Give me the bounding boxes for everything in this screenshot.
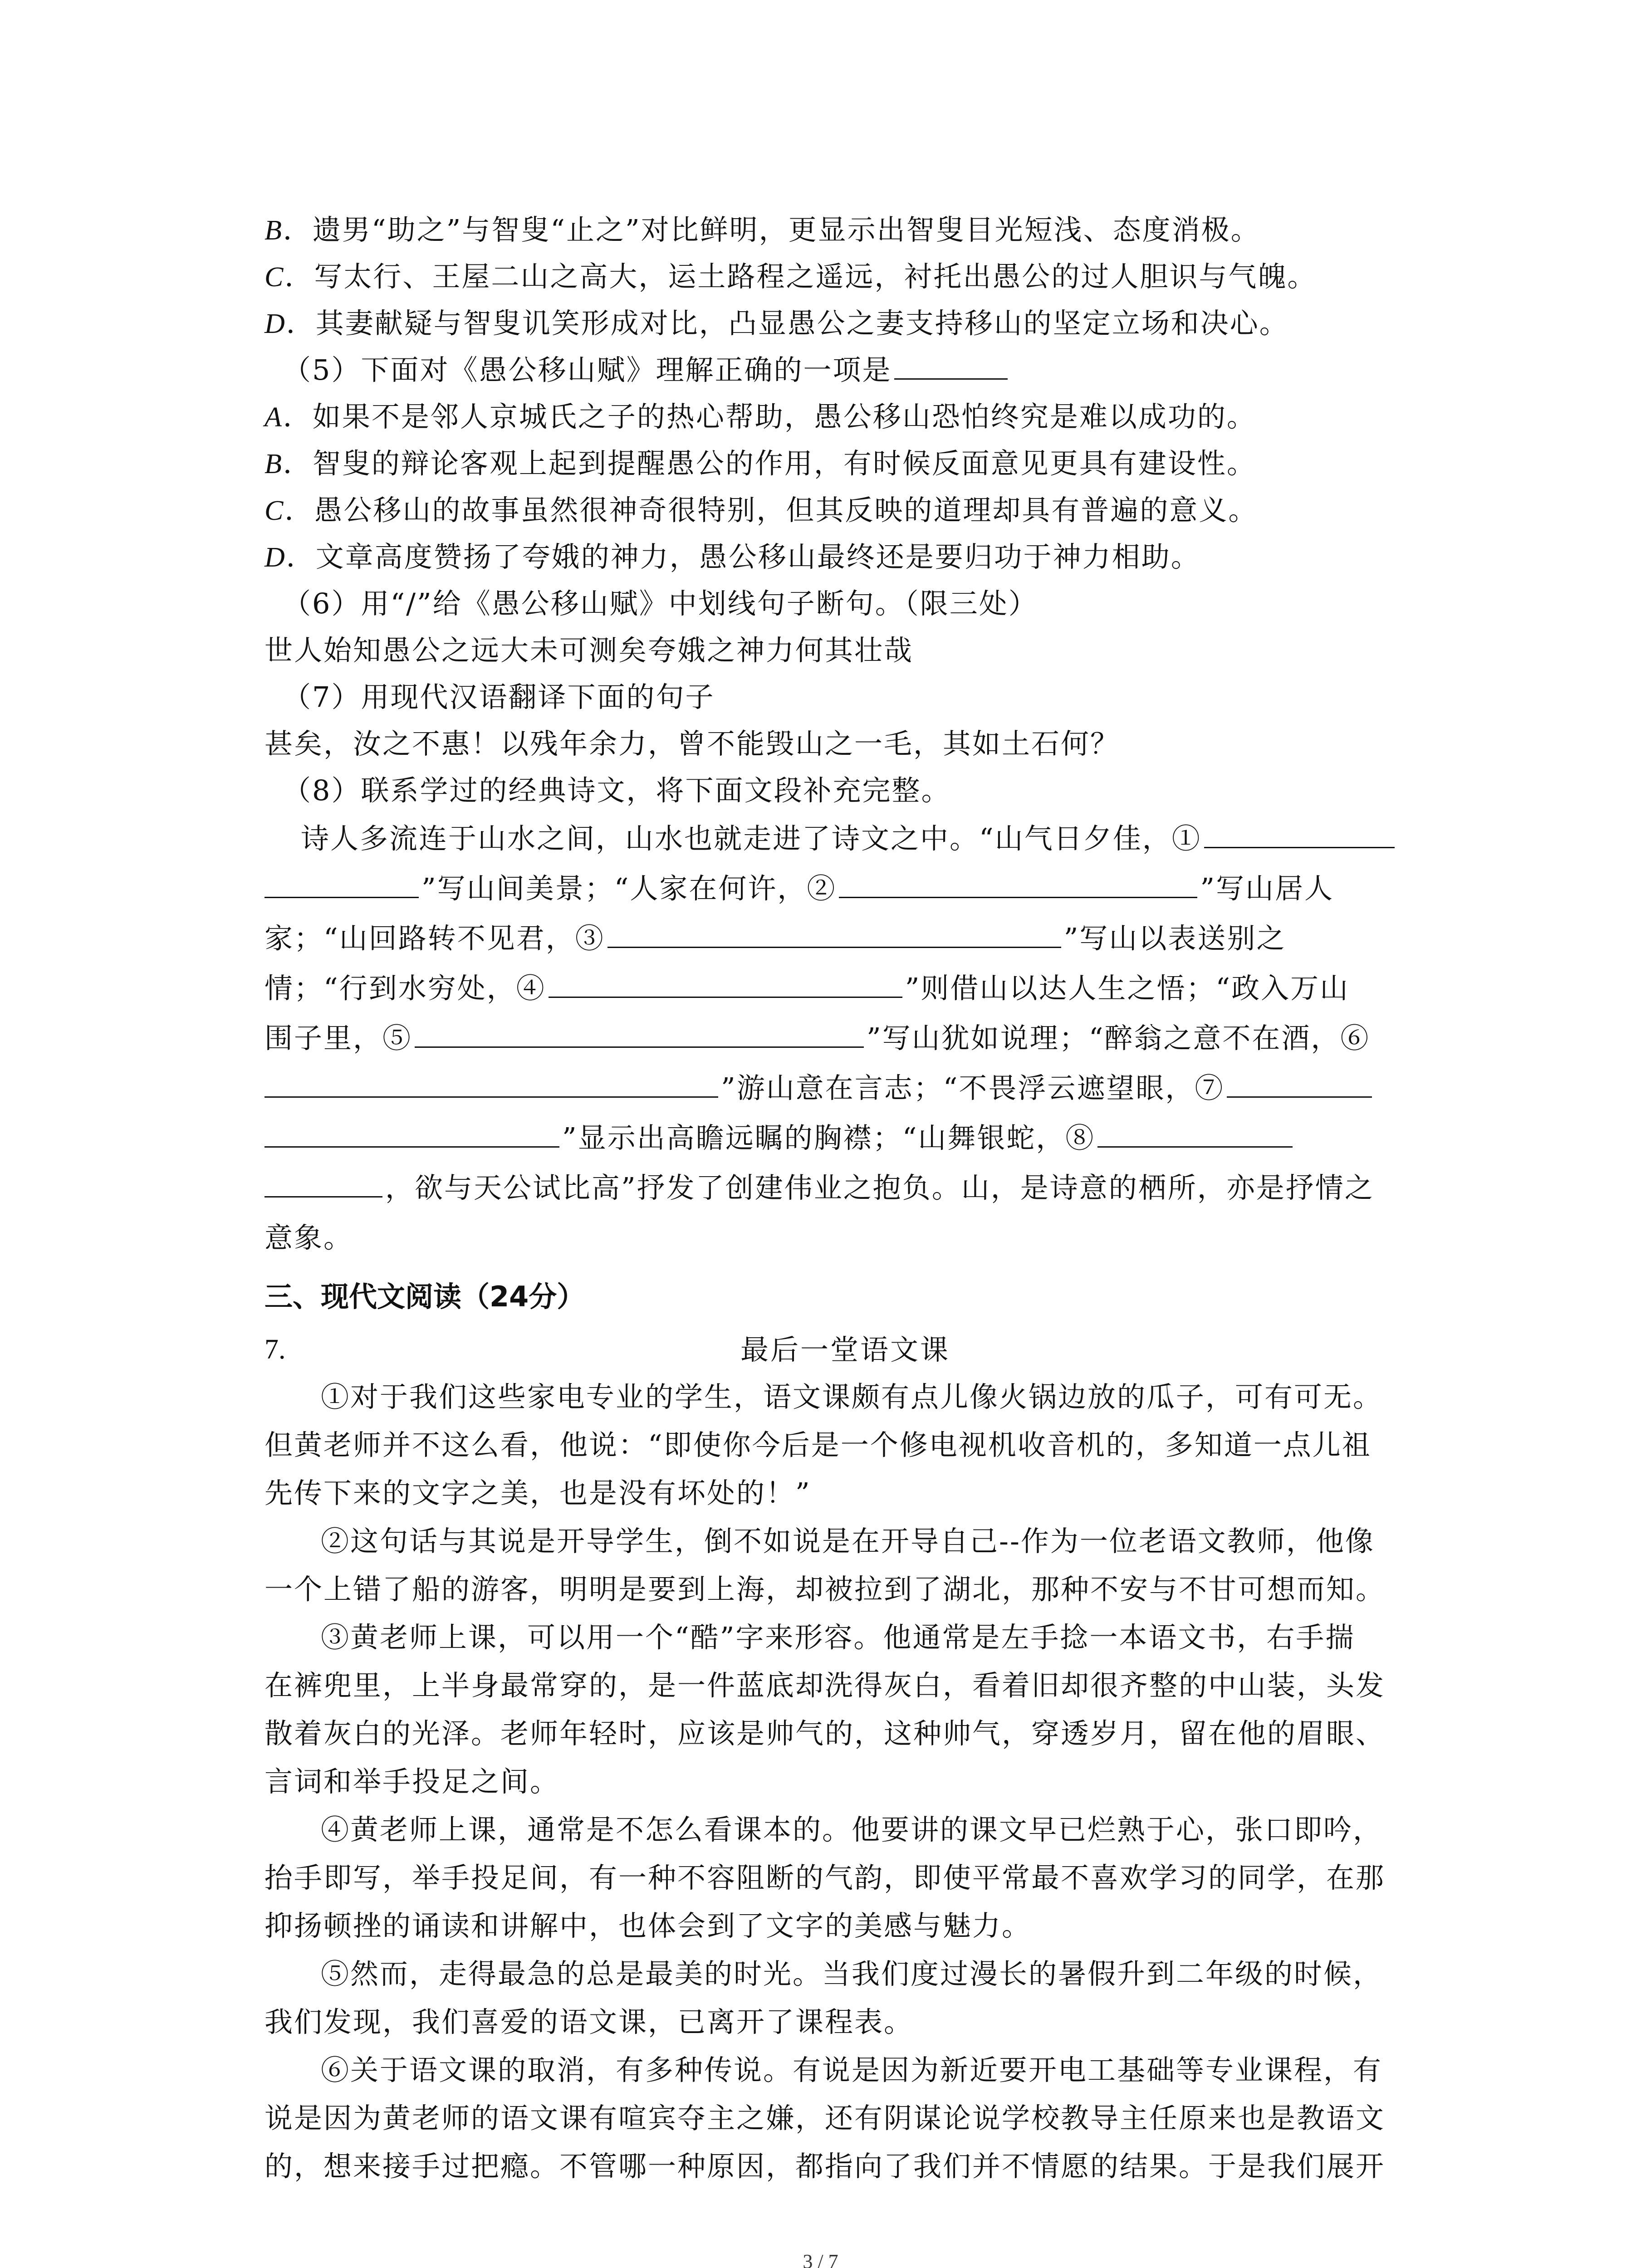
option-text: ．写太行、王屋二山之高大，运土路程之遥远，衬托出愚公的过人胆识与气魄。 bbox=[284, 260, 1317, 293]
answer-blank-7[interactable] bbox=[1227, 1071, 1372, 1098]
question-5 bbox=[265, 347, 1426, 580]
option-b bbox=[265, 206, 1426, 253]
text-line: 抬手即写，举手投足间，有一种不容阻断的气韵，即使平常最不喜欢学习的同学，在那 bbox=[265, 1861, 1386, 1894]
fill-line-7 bbox=[265, 1113, 1426, 1163]
page-content bbox=[265, 206, 1426, 2190]
fill-line-3 bbox=[265, 914, 1426, 963]
text-line: 说是因为黄老师的语文课有喧宾夺主之嫌，还有阴谋论说学校教导主任原来也是教语文 bbox=[265, 2102, 1386, 2135]
text-line: 先传下来的文字之美，也是没有坏处的！” bbox=[265, 1476, 811, 1510]
fill-text: ”游山意在言志；“不畏浮云遮望眼，⑦ bbox=[721, 1071, 1225, 1105]
option-text: ．智叟的辩论客观上起到提醒愚公的作用，有时候反面意见更具有建设性。 bbox=[283, 447, 1256, 480]
question-5-stem bbox=[265, 347, 1426, 393]
fill-line-4 bbox=[265, 963, 1426, 1013]
option-letter: C bbox=[265, 495, 285, 526]
fill-text: 围子里，⑤ bbox=[265, 1022, 412, 1055]
text-line: 散着灰白的光泽。老师年轻时，应该是帅气的，这种帅气，穿透岁月，留在他的眉眼、 bbox=[265, 1717, 1386, 1750]
fill-text: 诗人多流连于山水之间，山水也就走进了诗文之中。“山气日夕佳，① bbox=[301, 822, 1201, 855]
paragraph-2 bbox=[265, 1517, 1426, 1613]
q5-option-b bbox=[265, 440, 1426, 487]
option-letter: B bbox=[265, 449, 283, 479]
fill-text: ”写山间美景；“人家在何许，② bbox=[421, 872, 837, 905]
text-line: ①对于我们这些家电专业的学生，语文课颇有点儿像火锅边放的瓜子，可有可无。 bbox=[321, 1380, 1383, 1413]
option-text: ．遗男“助之”与智叟“止之”对比鲜明，更显示出智叟目光短浅、态度消极。 bbox=[283, 213, 1260, 246]
fill-line-9: 意象。 bbox=[265, 1221, 353, 1254]
question-7 bbox=[265, 674, 1426, 767]
text-line: 抑扬顿挫的诵读和讲解中，也体会到了文字的美感与魅力。 bbox=[265, 1909, 1032, 1942]
option-c bbox=[265, 253, 1426, 300]
paragraph-5 bbox=[265, 1950, 1426, 2046]
question-6 bbox=[265, 580, 1426, 674]
q5-option-a bbox=[265, 393, 1426, 440]
answer-blank-8[interactable] bbox=[1097, 1121, 1293, 1148]
answer-blank-3[interactable] bbox=[607, 921, 1061, 948]
passage-title-row bbox=[265, 1326, 1426, 1373]
passage-title: 最后一堂语文课 bbox=[740, 1333, 950, 1366]
option-d bbox=[265, 300, 1426, 347]
question-number: 7. bbox=[265, 1334, 286, 1365]
option-text: ．文章高度赞扬了夸娥的神力，愚公移山最终还是要归功于神力相助。 bbox=[286, 540, 1200, 573]
q4-options bbox=[265, 206, 1426, 347]
option-text: ．如果不是邻人京城氏之子的热心帮助，愚公移山恐怕终究是难以成功的。 bbox=[283, 400, 1256, 433]
q5-option-d bbox=[265, 533, 1426, 580]
question-7-sentence: 甚矣，汝之不惠！以残年余力，曾不能毁山之一毛，其如土石何？ bbox=[265, 727, 1120, 760]
section-heading: 三、现代文阅读（24分） bbox=[265, 1280, 585, 1313]
option-letter: B bbox=[265, 215, 283, 246]
text-line: 我们发现，我们喜爱的语文课，已离开了课程表。 bbox=[265, 2005, 914, 2038]
question-6-stem: （6）用“/”给《愚公移山赋》中划线句子断句。（限三处） bbox=[283, 587, 1038, 620]
question-8-stem: （8）联系学过的经典诗文，将下面文段补充完整。 bbox=[283, 774, 951, 807]
option-letter: C bbox=[265, 262, 285, 293]
text-line: 的，想来接手过把瘾。不管哪一种原因，都指向了我们并不情愿的结果。于是我们展开 bbox=[265, 2150, 1386, 2183]
answer-blank[interactable] bbox=[894, 353, 1008, 380]
fill-line-8 bbox=[265, 1163, 1426, 1213]
question-6-sentence: 世人始知愚公之远大未可测矣夸娥之神力何其壮哉 bbox=[265, 634, 914, 667]
text-line: 在裤兜里，上半身最常穿的，是一件蓝底却洗得灰白，看着旧却很齐整的中山装，头发 bbox=[265, 1669, 1386, 1702]
answer-blank-1[interactable] bbox=[1204, 821, 1395, 848]
paragraph-6 bbox=[265, 2046, 1426, 2190]
fill-text: ”写山以表送别之 bbox=[1063, 922, 1286, 955]
text-line: ⑥关于语文课的取消，有多种传说。有说是因为新近要开电工基础等专业课程，有 bbox=[321, 2053, 1383, 2087]
text-line: 言词和举手投足之间。 bbox=[265, 1765, 560, 1798]
paragraph-1 bbox=[265, 1373, 1426, 1517]
text-line: ②这句话与其说是开导学生，倒不如说是在开导自己--作为一位老语文教师，他像 bbox=[321, 1525, 1375, 1558]
fill-text: ”写山犹如说理；“醉翁之意不在酒，⑥ bbox=[867, 1022, 1370, 1055]
fill-text: ，欲与天公试比高”抒发了创建伟业之抱负。山，是诗意的栖所，亦是抒情之 bbox=[385, 1171, 1374, 1204]
fill-text: 情；“行到水穷处，④ bbox=[265, 972, 546, 1005]
answer-blank-7b[interactable] bbox=[265, 1121, 559, 1148]
fill-text: ”写山居人 bbox=[1200, 872, 1334, 905]
fill-line-2 bbox=[265, 864, 1426, 914]
option-text: ．愚公移山的故事虽然很神奇很特别，但其反映的道理却具有普遍的意义。 bbox=[284, 494, 1258, 527]
answer-blank-8b[interactable] bbox=[265, 1171, 382, 1198]
paragraph-4 bbox=[265, 1806, 1426, 1950]
text-line: 一个上错了船的游客，明明是要到上海，却被拉到了湖北，那种不安与不甘可想而知。 bbox=[265, 1573, 1386, 1606]
fill-line-5 bbox=[265, 1013, 1426, 1063]
text-line: ③黄老师上课，可以用一个“酷”字来形容。他通常是左手捻一本语文书，右手揣 bbox=[321, 1621, 1355, 1654]
question-7-stem: （7）用现代汉语翻译下面的句子 bbox=[283, 680, 715, 714]
answer-blank-2[interactable] bbox=[839, 871, 1197, 898]
text-line: ⑤然而，走得最急的总是最美的时光。当我们度过漫长的暑假升到二年级的时候， bbox=[321, 1957, 1383, 1990]
text-line: ④黄老师上课，通常是不怎么看课本的。他要讲的课文早已烂熟于心，张口即吟， bbox=[321, 1813, 1383, 1846]
option-text: ．其妻献疑与智叟讥笑形成对比，凸显愚公之妻支持移山的坚定立场和决心。 bbox=[286, 307, 1289, 340]
fill-text: ”显示出高瞻远瞩的胸襟；“山舞银蛇，⑧ bbox=[562, 1121, 1095, 1154]
answer-blank-1b[interactable] bbox=[265, 871, 419, 898]
fill-text: ”则借山以达人生之悟；“政入万山 bbox=[905, 972, 1350, 1005]
option-letter: D bbox=[265, 308, 286, 339]
passage-body bbox=[265, 1373, 1426, 2190]
answer-blank-5[interactable] bbox=[415, 1021, 864, 1048]
question-8 bbox=[265, 767, 1426, 1263]
answer-blank-6[interactable] bbox=[265, 1071, 718, 1098]
option-letter: A bbox=[265, 402, 283, 433]
option-letter: D bbox=[265, 542, 286, 573]
fill-text: 家；“山回路转不见君，③ bbox=[265, 922, 605, 955]
fill-line-6 bbox=[265, 1063, 1426, 1113]
page-number: 3 / 7 bbox=[803, 2250, 838, 2268]
paragraph-3 bbox=[265, 1613, 1426, 1806]
answer-blank-4[interactable] bbox=[549, 971, 902, 998]
stem-text: （5）下面对《愚公移山赋》理解正确的一项是 bbox=[283, 353, 892, 386]
q5-option-c bbox=[265, 487, 1426, 533]
text-line: 但黄老师并不这么看，他说：“即使你今后是一个修电视机收音机的，多知道一点儿祖 bbox=[265, 1428, 1372, 1461]
fill-line-1 bbox=[265, 814, 1426, 864]
